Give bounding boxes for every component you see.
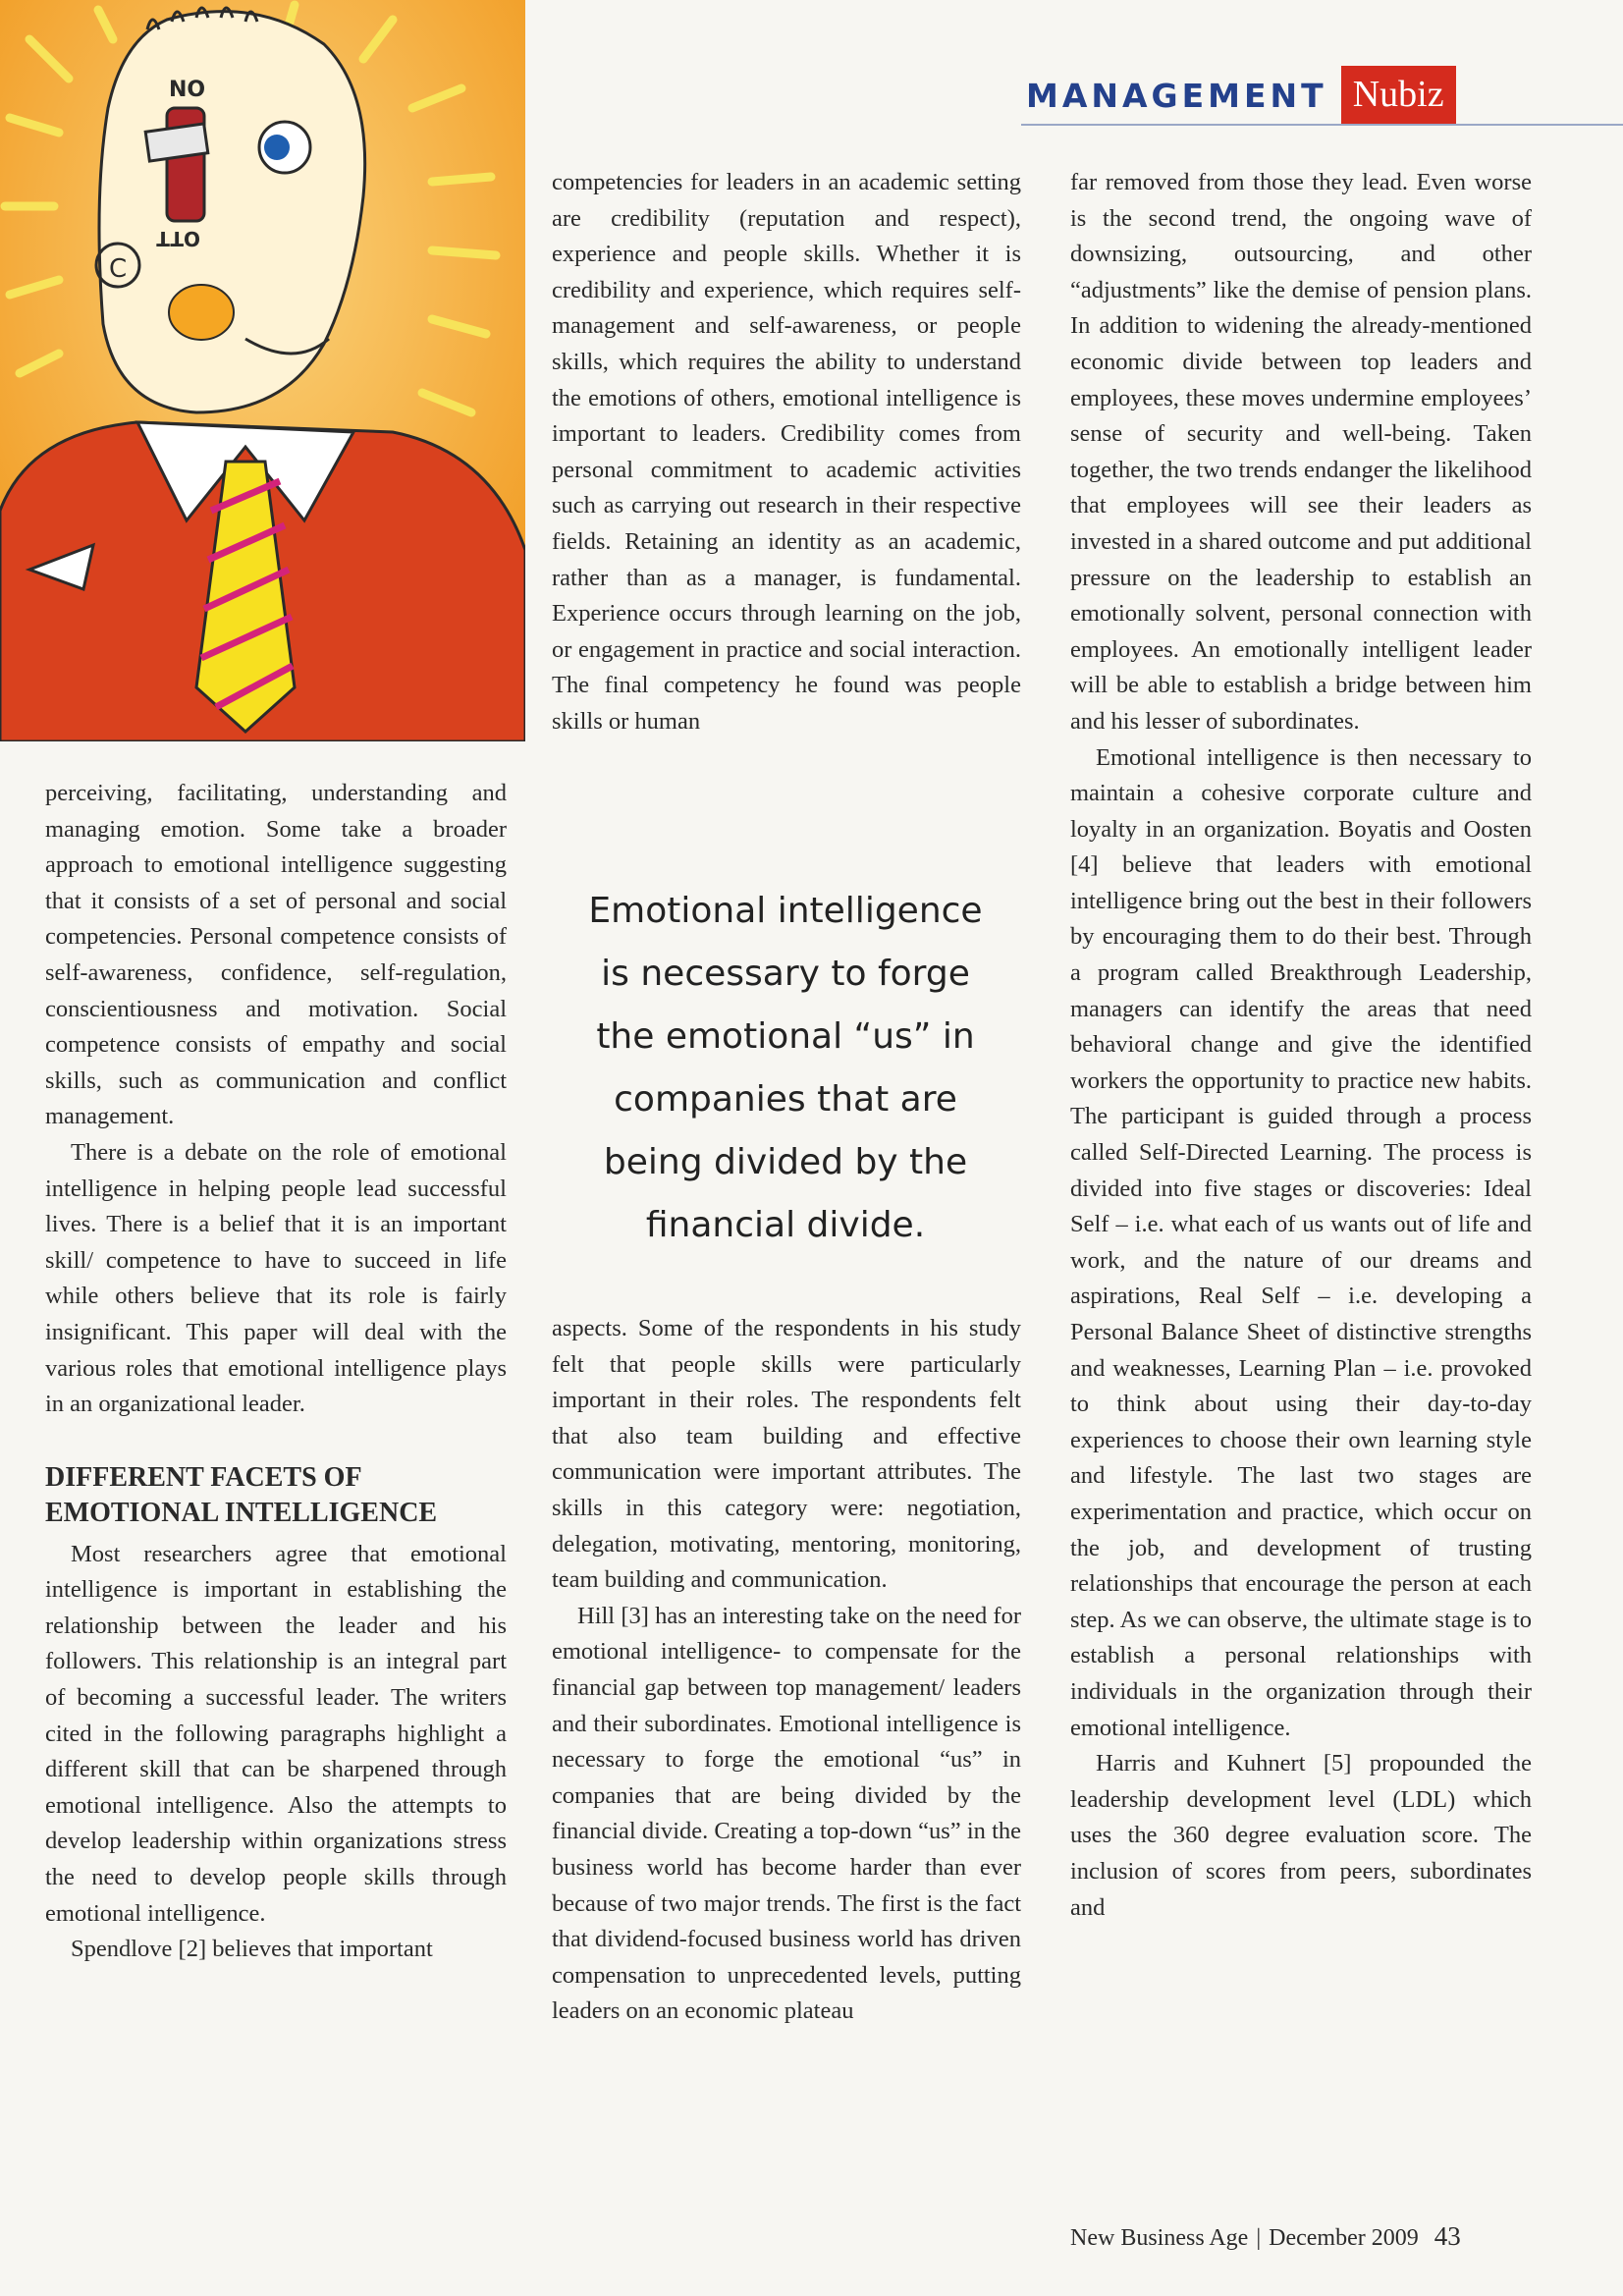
page-number: 43 bbox=[1434, 2221, 1461, 2251]
eye-pupil bbox=[264, 135, 290, 160]
brand-logo: Nubiz bbox=[1341, 66, 1456, 125]
cheek bbox=[169, 285, 234, 340]
pull-quote-line: Emotional intelligence bbox=[588, 891, 983, 931]
pull-quote-line: being divided by the bbox=[603, 1142, 968, 1182]
paragraph: Spendlove [2] believes that important bbox=[71, 1936, 433, 1963]
page-footer bbox=[1070, 2221, 1461, 2252]
pull-quote-line: is necessary to forge bbox=[601, 954, 970, 994]
pull-quote-line: companies that are bbox=[614, 1079, 957, 1120]
paragraph: competencies for leaders in an academic setting are credibility (reputation and respect), experience and people skills. Whether it is credibility and experience, which requires self-management and self-awareness, or people skills, which requires the ability to understand the emotions of others, emotional intelligence is important to leaders. Credibility comes from personal commitment to academic activities such as carrying out research in their respective fields. Retaining an identity as an academic, rather than as a manager, is fundamental. Experience occurs through learning on the job, or engagement in practice and social interaction. The final competency he found was people skills or human bbox=[552, 169, 1021, 735]
column-1 bbox=[45, 776, 507, 1968]
paragraph: Hill [3] has an interesting take on the need for emotional intelligence- to compensate for the financial gap between top management/ leaders and their subordinates. Emotional intelligence is necessary to forge the emotional “us” in companies that are being divided by the financial divide. Creating a top-down “us” in the business world has become harder than ever because of two major trends. The first is the fact that dividend-focused business world has driven compensation to unprecedented levels, putting leaders on an economic plateau bbox=[552, 1602, 1021, 2025]
heading-line: EMOTIONAL INTELLIGENCE bbox=[45, 1497, 438, 1528]
column-2-top bbox=[552, 165, 1021, 740]
section-title: MANAGEMENT bbox=[1026, 76, 1327, 115]
cartoon-illustration bbox=[0, 0, 525, 741]
issue-date: December 2009 bbox=[1269, 2225, 1419, 2251]
paragraph: Harris and Kuhnert [5] propounded the leadership development level (LDL) which uses the 360 degree evaluation score. The inclusion of scores from peers, subordinates and bbox=[1070, 1750, 1532, 1921]
sign-plate bbox=[145, 124, 208, 161]
section-heading bbox=[45, 1460, 507, 1531]
emblem-label: C bbox=[109, 254, 128, 284]
paragraph: aspects. Some of the respondents in his study felt that people skills were particularly important in their roles. The respondents felt that also team building and effective communication were important attributes. The skills in this category were: negotiation, delegation, motivating, mentoring, monitoring, team building and communication. bbox=[552, 1315, 1021, 1594]
footer-separator: | bbox=[1256, 2225, 1262, 2251]
publication-name: New Business Age bbox=[1070, 2225, 1249, 2251]
pull-quote-line: the emotional “us” in bbox=[596, 1016, 975, 1057]
column-3 bbox=[1070, 165, 1532, 1926]
sign-bottom-label: OTT bbox=[156, 227, 200, 250]
paragraph: Most researchers agree that emotional intelligence is important in establishing the relationship between the leader and his followers. This relationship is an integral part of becoming a successful leader. The writers cited in the following paragraphs highlight a different skill that can be sharpened through emotional intelligence. Also the attempts to develop leadership within organizations stress the need to develop people skills through emotional intelligence. bbox=[45, 1540, 507, 1927]
sign-top-label: NO bbox=[169, 78, 206, 102]
paragraph: There is a debate on the role of emotional intelligence in helping people lead successful lives. There is a belief that it is an important skill/ competence to have to succeed in life while others believe that its role is fairly insignificant. This paper will deal with the various roles that emotional intelligence plays in an organizational leader. bbox=[45, 1138, 507, 1418]
heading-line: DIFFERENT FACETS OF bbox=[45, 1461, 362, 1493]
pull-quote bbox=[565, 880, 1006, 1257]
masthead-rule bbox=[1021, 124, 1623, 126]
paragraph: Emotional intelligence is then necessary to maintain a cohesive corporate culture and loyalty in an organization. Boyatis and Oosten [4] believe that leaders with emotional intelligence bring out the best in their followers by encouraging them to do their best. Through a program called Breakthrough Leadership, managers can identify the areas that need behavioral change and give the identified workers the opportunity to practice new habits. The participant is guided through a process called Self-Directed Learning. The process is divided into five stages or discoveries: Ideal Self – i.e. what each of us wants out of life and work, and the nature of our dreams and aspirations, Real Self – i.e. developing a Personal Balance Sheet of distinctive strengths and weaknesses, Learning Plan – i.e. provoked to think about using their day-to-day experiences to choose their own learning style and lifestyle. The last two stages are experimentation and practice, which occur on the job, and development of trusting relationships that encourage the person at each step. As we can observe, the ultimate stage is to establish a personal relationships with individuals in the organization through their emotional intelligence. bbox=[1070, 743, 1532, 1741]
masthead bbox=[1026, 65, 1456, 126]
paragraph: far removed from those they lead. Even worse is the second trend, the ongoing wave of downsizing, outsourcing, and other “adjustments” like the demise of pension plans. In addition to widening the already-mentioned economic divide between top leaders and employees, these moves undermine employees’ sense of security and well-being. Taken together, the two trends endanger the likelihood that employees will see their leaders as invested in a shared outcome and put additional pressure on the leadership to establish an emotionally solvent, personal connection with employees. An emotionally intelligent leader will be able to establish a bridge between him and his lesser of subordinates. bbox=[1070, 169, 1532, 735]
pull-quote-line: financial divide. bbox=[645, 1205, 926, 1245]
paragraph: perceiving, facilitating, understanding and managing emotion. Some take a broader approach to emotional intelligence suggesting that it consists of a set of personal and social competencies. Personal competence consists of self-awareness, confidence, self-regulation, conscientiousness and motivation. Social competence consists of empathy and social skills, such as communication and conflict management. bbox=[45, 780, 507, 1130]
column-2-bottom bbox=[552, 1311, 1021, 2030]
